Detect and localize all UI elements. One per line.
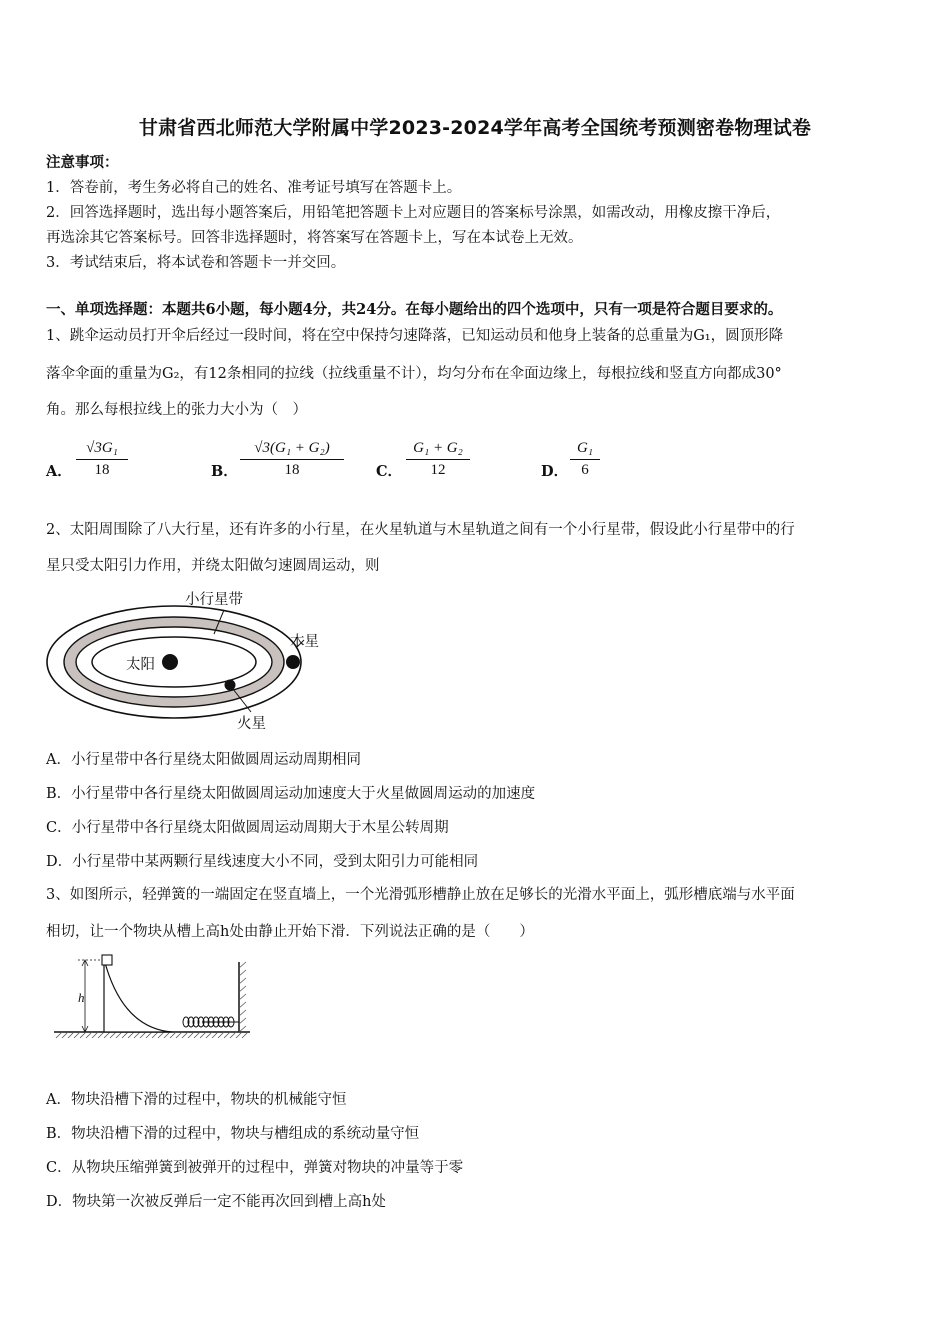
q1-text-1: 1、跳伞运动员打开伞后经过一段时间，将在空中保持匀速降落，已知运动员和他身上装备的总重量为G₁，圆顶形降 <box>46 328 784 344</box>
curved-slide <box>104 959 172 1032</box>
jupiter-icon <box>286 655 300 669</box>
q3-text-2: 相切，让一个物块从槽上高h处由静止开始下滑．下列说法正确的是（ ） <box>46 924 534 940</box>
q1-option-c-denominator: 12 <box>430 462 446 478</box>
mars-label: 火星 <box>237 716 266 732</box>
q3-option-a: A．物块沿槽下滑的过程中，物块的机械能守恒 <box>46 1092 347 1108</box>
q1-option-a-fraction <box>76 440 128 479</box>
q1-option-a-label: A． <box>46 463 72 480</box>
q1-option-b-numerator: √3(G₁ + G₂) <box>254 440 330 456</box>
q2-option-d: D．小行星带中某两颗行星线速度大小不同，受到太阳引力可能相同 <box>46 854 479 870</box>
jupiter-label: 木星 <box>290 634 319 650</box>
notice-item-1: 1．答卷前，考生务必将自己的姓名、准考证号填写在答题卡上。 <box>46 180 462 196</box>
page-title: 甘肃省西北师范大学附属中学2023-2024学年高考全国统考预测密卷物理试卷 <box>138 117 812 139</box>
sun-icon <box>162 654 178 670</box>
q1-option-d-numerator: G₁ <box>576 440 594 456</box>
mars-icon <box>225 680 236 691</box>
q1-option-b-denominator: 18 <box>284 462 300 478</box>
asteroid-belt-diagram <box>46 590 336 740</box>
spring <box>183 1017 239 1027</box>
q3-text-1: 3、如图所示，轻弹簧的一端固定在竖直墙上，一个光滑弧形槽静止放在足够长的光滑水平面上，弧形槽底端与水平面 <box>46 887 795 903</box>
section-heading: 一、单项选择题：本题共6小题，每小题4分，共24分。在每小题给出的四个选项中，只有一项是符合题目要求的。 <box>46 301 783 318</box>
q1-option-c-label: C． <box>376 463 403 480</box>
height-label: h <box>78 990 85 1005</box>
q1-option-d-denominator: 6 <box>581 462 589 478</box>
q2-option-c: C．小行星带中各行星绕太阳做圆周运动周期大于木星公转周期 <box>46 820 449 836</box>
notice-item-2: 2．回答选择题时，选出每小题答案后，用铅笔把答题卡上对应题目的答案标号涂黑，如需改动，用橡皮擦干净后， <box>46 205 781 221</box>
q2-option-b: B．小行星带中各行星绕太阳做圆周运动加速度大于火星做圆周运动的加速度 <box>46 786 536 802</box>
belt-label: 小行星带 <box>185 592 243 608</box>
q1-option-b-fraction <box>240 440 344 479</box>
q3-option-b: B．物块沿槽下滑的过程中，物块与槽组成的系统动量守恒 <box>46 1126 420 1142</box>
q1-text-2: 落伞伞面的重量为G₂，有12条相同的拉线（拉线重量不计），均匀分布在伞面边缘上，每根拉线和竖直方向都成30° <box>46 366 782 382</box>
q2-option-a: A．小行星带中各行星绕太阳做圆周运动周期相同 <box>46 752 361 768</box>
q1-option-d-fraction <box>570 440 600 479</box>
q1-option-a-numerator: √3G₁ <box>86 440 118 456</box>
q3-option-d: D．物块第一次被反弹后一定不能再次回到槽上高h处 <box>46 1194 386 1210</box>
notice-heading: 注意事项： <box>46 154 119 171</box>
q1-option-c-numerator: G₁ + G₂ <box>413 440 463 456</box>
notice-item-3: 3．考试结束后，将本试卷和答题卡一并交回。 <box>46 255 346 271</box>
sun-label: 太阳 <box>126 657 155 673</box>
q2-text-1: 2、太阳周围除了八大行星，还有许多的小行星，在火星轨道与木星轨道之间有一个小行星带，假设此小行星带中的行 <box>46 522 795 538</box>
q3-option-c: C．从物块压缩弹簧到被弹开的过程中，弹簧对物块的冲量等于零 <box>46 1160 464 1176</box>
q1-option-a-denominator: 18 <box>94 462 110 478</box>
block <box>102 955 112 965</box>
q2-text-2: 星只受太阳引力作用，并绕太阳做匀速圆周运动，则 <box>46 558 380 574</box>
q1-option-d-label: D． <box>541 463 569 480</box>
q1-option-c-fraction <box>406 440 470 479</box>
q1-text-3: 角。那么每根拉线上的张力大小为（ ） <box>46 402 307 418</box>
notice-item-2-cont: 再选涂其它答案标号。回答非选择题时，将答案写在答题卡上，写在本试卷上无效。 <box>46 230 583 246</box>
q1-option-b-label: B． <box>211 463 238 480</box>
